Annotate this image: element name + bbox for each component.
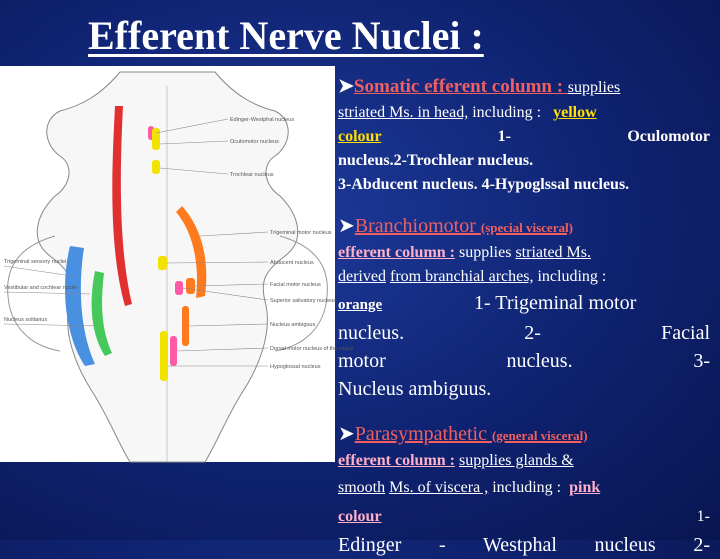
parasympathetic-line-3: colour 1-: [338, 508, 710, 525]
brainstem-svg: [0, 66, 354, 462]
parasympathetic-heading: ➤Parasympathetic (general visceral): [338, 423, 588, 445]
label-superior-salivatory: Superior salivatory nucleus: [270, 298, 337, 304]
brainstem-diagram: [0, 66, 354, 462]
label-facial-motor: Facial motor nucleus: [270, 282, 321, 288]
orange-facial: [186, 278, 195, 294]
somatic-line-3: colour 1- Oculomotor: [338, 128, 710, 145]
parasympathetic-line-2: smooth Ms. of viscera , including : pink: [338, 479, 601, 496]
branchiomotor-line-5: motor nucleus. 3-: [338, 350, 710, 372]
somatic-heading: ➤Somatic efferent column : supplies: [338, 74, 710, 101]
arrow-bullet-icon: ➤: [338, 76, 354, 97]
label-hypoglossal: Hypoglossal nucleus: [270, 364, 321, 370]
parasympathetic-line-4: Edinger - Westphal nucleus 2-: [338, 534, 710, 556]
parasympathetic-section: [338, 421, 710, 559]
branchiomotor-line-1: efferent column : supplies striated Ms.: [338, 244, 591, 261]
label-trochlear: Trochlear nucleus: [230, 172, 274, 178]
yellow-abducent: [158, 256, 167, 270]
arrow-bullet-icon: ➤: [338, 215, 355, 237]
somatic-section: [338, 74, 710, 197]
branchiomotor-line-6: Nucleus ambiguus.: [338, 378, 492, 400]
parasympathetic-line-1: efferent column : supplies glands &: [338, 452, 574, 469]
somatic-line-2: striated Ms. in head, including : yellow: [338, 104, 597, 121]
pink-vagus: [170, 336, 177, 366]
yellow-trochlear: [152, 160, 160, 174]
branchiomotor-line-4: nucleus. 2- Facial: [338, 322, 710, 344]
content-column: [338, 74, 710, 559]
label-oculomotor: Oculomotor nucleus: [230, 139, 279, 145]
pink-salivatory: [175, 281, 183, 295]
yellow-hypoglossal: [160, 331, 168, 381]
label-trigeminal-sensory: Trigeminal sensory nuclei: [4, 259, 67, 265]
somatic-line-4: nucleus.2-Trochlear nucleus.: [338, 152, 534, 169]
branchiomotor-section: [338, 213, 710, 403]
label-vestibular-cochlear: Vestibular and cochlear nuclei: [4, 285, 78, 291]
label-trigeminal-motor: Trigeminal motor nucleus: [270, 230, 332, 236]
yellow-oculomotor: [152, 128, 160, 150]
orange-ambiguus: [182, 306, 189, 346]
branchiomotor-line-2: derived from branchial arches, including :: [338, 268, 607, 285]
label-edinger-westphal: Edinger-Westphal nucleus: [230, 117, 295, 123]
slide-title: Efferent Nerve Nuclei :: [88, 13, 484, 58]
branchiomotor-line-3: orange 1- Trigeminal motor: [338, 292, 637, 314]
label-nucleus-solitarius: Nucleus solitarius: [4, 317, 48, 323]
somatic-line-5: 3-Abducent nucleus. 4-Hypoglssal nucleus.: [338, 176, 630, 193]
label-abducent: Abducent nucleus: [270, 260, 314, 266]
arrow-bullet-icon: ➤: [338, 423, 355, 445]
branchiomotor-heading: ➤Branchiomotor (special visceral): [338, 215, 573, 237]
label-nucleus-ambiguus: Nucleus ambiguus: [270, 322, 316, 328]
label-dorsal-vagus: Dorsal motor nucleus of the vagus: [270, 346, 354, 352]
